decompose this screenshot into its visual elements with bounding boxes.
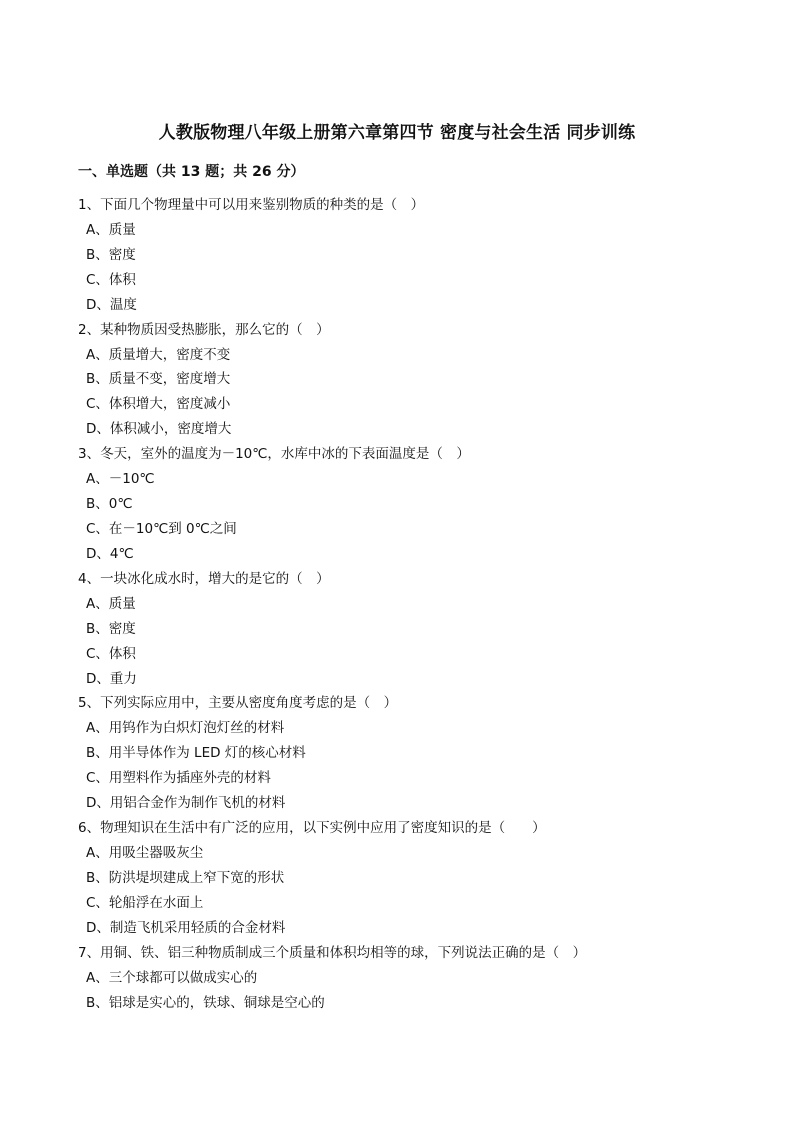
question-stem: 3、冬天，室外的温度为－10℃，水库中冰的下表面温度是（ ） <box>78 446 470 463</box>
question-list <box>78 193 758 1015</box>
option-a: A、－10℃ <box>86 471 155 488</box>
option-b: B、密度 <box>86 246 136 263</box>
document-title: 人教版物理八年级上册第六章第四节 密度与社会生活 同步训练 <box>158 123 636 143</box>
option-a: A、三个球都可以做成实心的 <box>86 969 258 986</box>
option-d: D、制造飞机采用轻质的合金材料 <box>86 919 286 936</box>
question-stem: 5、下列实际应用中，主要从密度角度考虑的是（ ） <box>78 695 398 712</box>
option-a: A、用钨作为白炽灯泡灯丝的材料 <box>86 720 285 737</box>
option-d: D、体积减小，密度增大 <box>86 421 232 438</box>
question-stem: 4、一块冰化成水时，增大的是它的（ ） <box>78 570 330 587</box>
question-stem: 1、下面几个物理量中可以用来鉴别物质的种类的是（ ） <box>78 197 425 213</box>
option-c: C、在－10℃到 0℃之间 <box>86 520 237 537</box>
option-b: B、密度 <box>86 620 136 637</box>
question-stem: 7、用铜、铁、铝三种物质制成三个质量和体积均相等的球，下列说法正确的是（ ） <box>78 944 587 961</box>
option-c: C、体积 <box>86 645 136 662</box>
question-stem: 6、物理知识在生活中有广泛的应用，以下实例中应用了密度知识的是（ ） <box>78 820 546 837</box>
option-b: B、防洪堤坝建成上窄下宽的形状 <box>86 869 285 886</box>
option-b: B、铝球是实心的，铁球、铜球是空心的 <box>86 994 325 1011</box>
option-d: D、重力 <box>86 670 137 687</box>
option-d: D、4℃ <box>86 545 134 562</box>
question-stem: 2、某种物质因受热膨胀，那么它的（ ） <box>78 321 330 338</box>
option-a: A、质量 <box>86 595 136 612</box>
option-c: C、体积增大，密度减小 <box>86 396 231 413</box>
option-c: C、体积 <box>86 271 136 288</box>
option-b: B、用半导体作为 LED 灯的核心材料 <box>86 745 306 762</box>
option-a: A、质量增大，密度不变 <box>86 346 231 363</box>
option-c: C、用塑料作为插座外壳的材料 <box>86 770 271 787</box>
option-c: C、轮船浮在水面上 <box>86 894 204 911</box>
option-b: B、质量不变，密度增大 <box>86 371 231 388</box>
option-d: D、温度 <box>86 296 137 313</box>
section-heading: 一、单选题（共 13 题；共 26 分） <box>78 164 305 180</box>
option-d: D、用铝合金作为制作飞机的材料 <box>86 795 286 812</box>
option-a: A、质量 <box>86 221 136 238</box>
option-a: A、用吸尘器吸灰尘 <box>86 844 204 861</box>
option-b: B、0℃ <box>86 496 133 513</box>
